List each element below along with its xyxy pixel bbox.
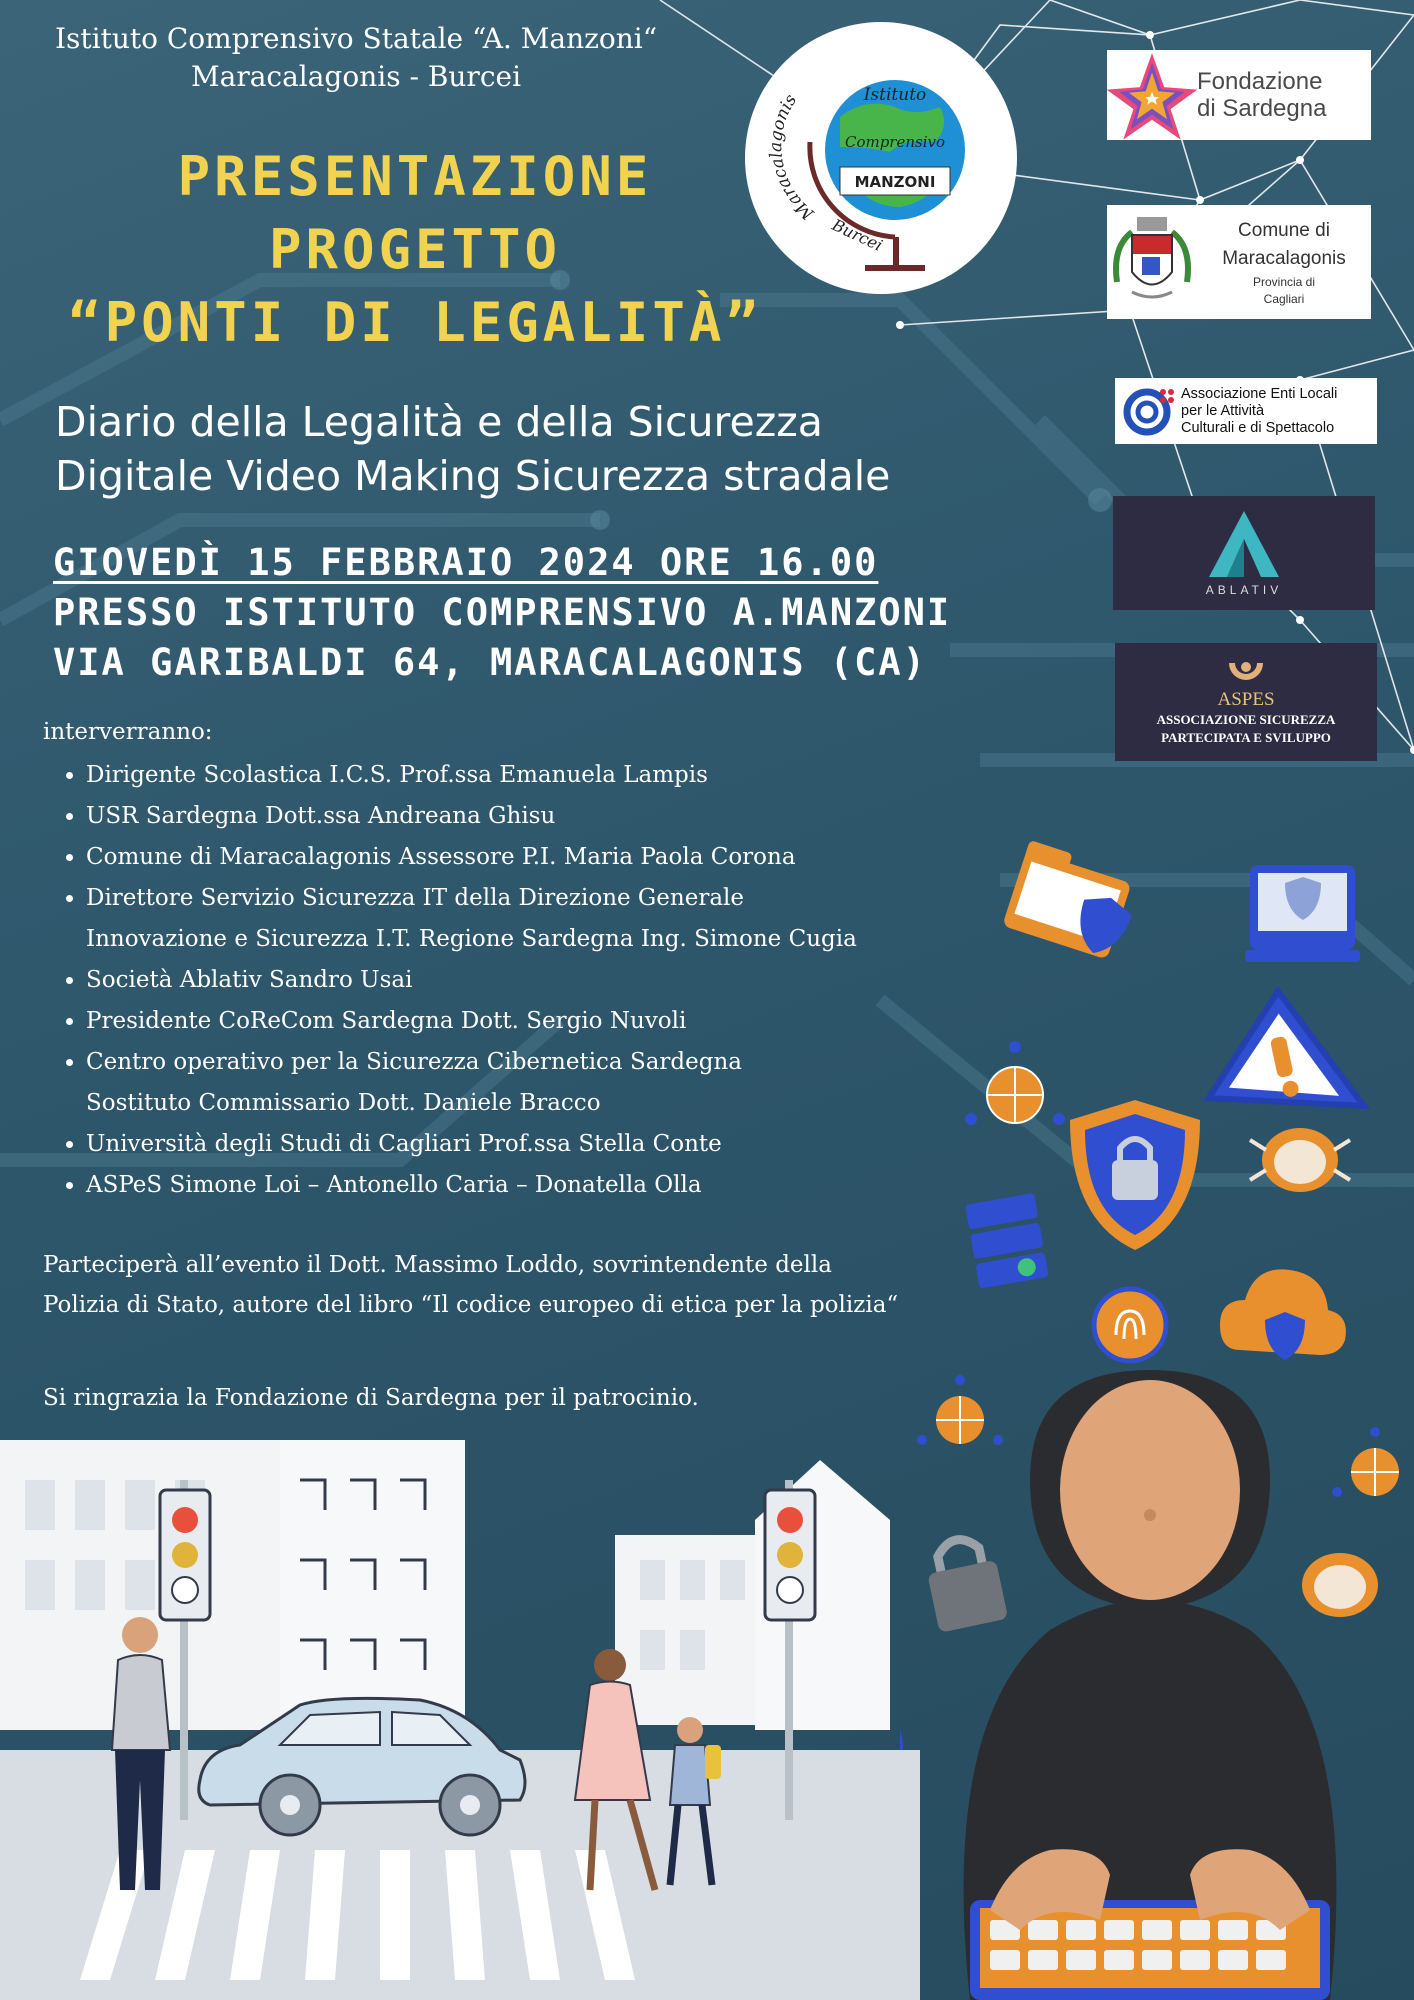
list-item: • Dirigente Scolastica I.C.S. Prof.ssa Emanuela Lampis bbox=[86, 755, 943, 796]
subtitle-line-2: Digitale Video Making Sicurezza stradale bbox=[55, 452, 891, 500]
comune-line-4: Cagliari bbox=[1263, 292, 1305, 306]
title-line-2: PROGETTO bbox=[268, 218, 562, 281]
bug-icon bbox=[1302, 1553, 1378, 1617]
logo-text-mid: Comprensivo bbox=[844, 133, 946, 151]
star-logo-icon bbox=[1107, 50, 1197, 140]
assoc-line-2: per le Attività bbox=[1181, 402, 1265, 419]
list-item: • Comune di Maracalagonis Assessore P.I. Maria Paola Corona bbox=[86, 837, 943, 878]
event-address: VIA GARIBALDI 64, MARACALAGONIS (CA) bbox=[53, 641, 927, 684]
speakers-intro: interverranno: bbox=[43, 719, 213, 745]
list-item: • USR Sardegna Dott.ssa Andreana Ghisu bbox=[86, 796, 943, 837]
coat-of-arms-icon bbox=[1107, 207, 1197, 317]
fondazione-sardegna-logo bbox=[1107, 50, 1371, 140]
assoc-line-3: Culturali e di Spettacolo bbox=[1181, 419, 1335, 436]
guest-note bbox=[43, 1245, 1003, 1325]
list-item: • ASPeS Simone Loi – Antonello Caria – Donatella Olla bbox=[86, 1165, 943, 1206]
logo-text-top: Istituto bbox=[863, 85, 927, 105]
event-venue: PRESSO ISTITUTO COMPRENSIVO A.MANZONI bbox=[53, 591, 952, 634]
list-item: • Centro operativo per la Sicurezza Cibernetica Sardegna Sostituto Commissario Dott. Daniele Bracco bbox=[86, 1042, 943, 1124]
folder-shield-icon bbox=[1002, 840, 1144, 963]
fondazione-line-1: Fondazione bbox=[1197, 68, 1323, 95]
network-globe-icon bbox=[1332, 1427, 1399, 1497]
server-icon bbox=[965, 1193, 1049, 1289]
fondazione-line-2: di Sardegna bbox=[1197, 95, 1327, 122]
padlock-icon bbox=[922, 1533, 1009, 1633]
guest-note-line-1: Parteciperà all’evento il Dott. Massimo Loddo, sovrintendente della bbox=[43, 1252, 832, 1278]
list-item: • Università degli Studi di Cagliari Prof.ssa Stella Conte bbox=[86, 1124, 943, 1165]
school-header bbox=[0, 20, 712, 96]
list-item: • Presidente CoReCom Sardegna Dott. Sergio Nuvoli bbox=[86, 1001, 943, 1042]
cybersecurity-illustration bbox=[900, 800, 1414, 2000]
comune-line-1: Comune di bbox=[1238, 220, 1330, 241]
logo-text-bottom: Burcei bbox=[829, 215, 886, 255]
guest-note-line-2: Polizia di Stato, autore del libro “Il codice europeo di etica per la polizia“ bbox=[43, 1292, 899, 1318]
aspes-line-1: ASSOCIAZIONE SICUREZZA bbox=[1156, 712, 1336, 727]
subtitle-line-1: Diario della Legalità e della Sicurezza bbox=[55, 398, 823, 446]
list-item: • Direttore Servizio Sicurezza IT della Direzione Generale Innovazione e Sicurezza I.T. Regione Sardegna Ing. Simone Cugia bbox=[86, 878, 943, 960]
bug-icon bbox=[1250, 1128, 1350, 1192]
ablativ-mark-icon bbox=[1189, 509, 1299, 579]
street-scene-illustration bbox=[0, 1440, 920, 2000]
fingerprint-icon bbox=[1094, 1289, 1166, 1361]
enti-locali-logo bbox=[1115, 378, 1377, 444]
aspes-title: ASPES bbox=[1217, 689, 1275, 710]
thanks-note: Si ringrazia la Fondazione di Sardegna per il patrocinio. bbox=[43, 1385, 699, 1411]
event-datetime: GIOVEDÌ 15 FEBBRAIO 2024 ORE 16.00 bbox=[53, 541, 879, 584]
ablativ-name: ABLATIV bbox=[1205, 583, 1283, 597]
speakers-section bbox=[43, 715, 943, 1206]
assoc-line-1: Associazione Enti Locali bbox=[1181, 385, 1338, 402]
network-globe-icon bbox=[965, 1041, 1065, 1125]
assoc-logo-icon bbox=[1115, 378, 1181, 444]
list-item: • Società Ablativ Sandro Usai bbox=[86, 960, 943, 1001]
padlock-shield-icon bbox=[1070, 1100, 1200, 1250]
comune-line-3: Provincia di bbox=[1252, 275, 1316, 289]
aspes-mark-icon bbox=[1226, 657, 1266, 689]
ablativ-logo bbox=[1113, 496, 1375, 610]
speakers-list bbox=[43, 755, 943, 1206]
logo-text-band: MANZONI bbox=[854, 173, 936, 191]
title-line-1: PRESENTAZIONE bbox=[177, 145, 653, 208]
school-towns: Maracalagonis - Burcei bbox=[190, 60, 522, 93]
school-name: Istituto Comprensivo Statale “A. Manzoni“ bbox=[54, 22, 658, 55]
comune-line-2: Maracalagonis bbox=[1222, 248, 1346, 269]
aspes-logo bbox=[1115, 643, 1377, 761]
project-subtitle bbox=[55, 395, 890, 503]
cloud-shield-icon bbox=[1220, 1269, 1346, 1360]
warning-icon bbox=[1190, 979, 1364, 1137]
title-line-3: “PONTI DI LEGALITÀ” bbox=[68, 291, 762, 354]
event-details bbox=[53, 538, 951, 688]
comune-logo bbox=[1107, 205, 1371, 319]
project-title bbox=[0, 140, 830, 359]
logo-arc-text: Maracalagonis bbox=[766, 90, 819, 224]
network-globe-icon bbox=[917, 1375, 1003, 1445]
laptop-shield-icon bbox=[1245, 865, 1360, 962]
aspes-line-2: PARTECIPATA E SVILUPPO bbox=[1161, 730, 1331, 745]
